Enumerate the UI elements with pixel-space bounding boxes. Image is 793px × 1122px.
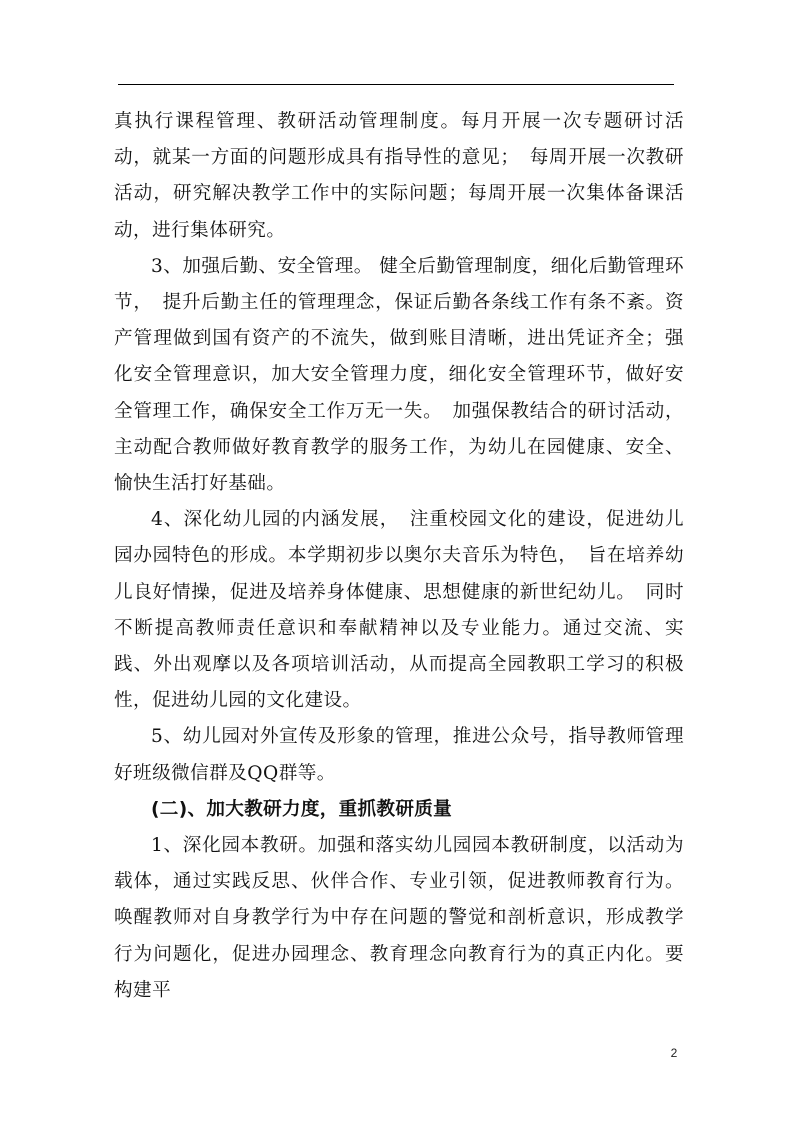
page-number: 2 bbox=[670, 1046, 678, 1060]
header-rule bbox=[118, 84, 674, 85]
paragraph-logistics-safety: 3、加强后勤、安全管理。 健全后勤管理制度，细化后勤管理环节， 提升后勤主任的管理理念，保证后勤各条线工作有条不紊。资产管理做到国有资产的不流失，做到账目清晰，进出凭证齐全；强化安全管理意识，加大安全管理力度，细化安全管理环节，做好安全管理工作，确保安全工作万无一失。 加强保教结合的研讨活动，主动配合教师做好教育教学的服务工作，为幼儿在园健康、安全、愉快生活打好基础。 bbox=[114, 255, 684, 495]
paragraph-continuation: 真执行课程管理、教研活动管理制度。每月开展一次专题研讨活动，就某一方面的问题形成具有指导性的意见； 每周开展一次教研活动，研究解决教学工作中的实际问题；每周开展一次集体备课活动，进行集体研究。 bbox=[114, 111, 684, 241]
section-heading: (二)、加大教研力度，重抓教研质量 bbox=[151, 798, 453, 820]
paragraph-publicity: 5、幼儿园对外宣传及形象的管理，推进公众号，指导教师管理好班级微信群及QQ群等。 bbox=[114, 726, 684, 784]
paragraph-connotation-development: 4、深化幼儿园的内涵发展， 注重校园文化的建设，促进幼儿园办园特色的形成。本学期初步以奥尔夫音乐为特色， 旨在培养幼儿良好情操，促进及培养身体健康、思想健康的新世纪幼儿。 同时不断提高教师责任意识和奉献精神以及专业能力。通过交流、实践、外出观摩以及各项培训活动，从而提高全园教职工学习的积极性，促进幼儿园的文化建设。 bbox=[114, 509, 684, 712]
document-body bbox=[114, 104, 684, 1009]
paragraph-school-based-research: 1、深化园本教研。加强和落实幼儿园园本教研制度，以活动为载体，通过实践反思、伙伴合作、专业引领，促进教师教育行为。唤醒教师对自身教学行为中存在问题的警觉和剖析意识，形成教学行为问题化，促进办园理念、教育理念向教育行为的真正内化。要构建平 bbox=[114, 835, 684, 1001]
